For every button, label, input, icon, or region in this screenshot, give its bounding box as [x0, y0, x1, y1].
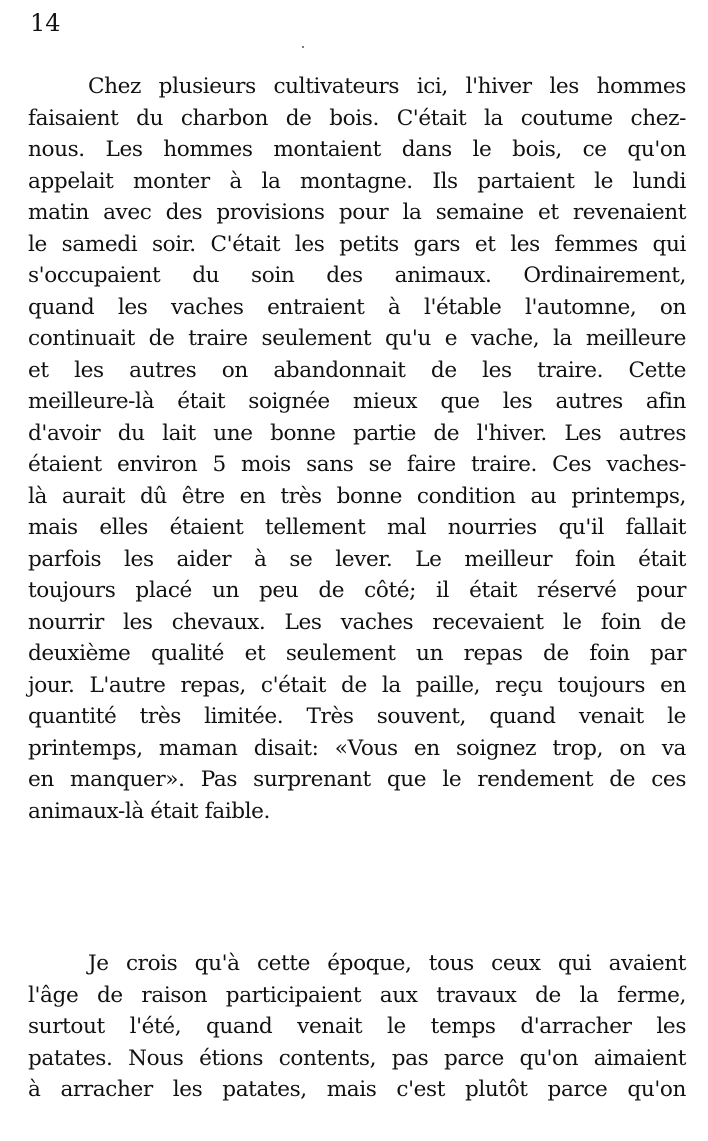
page-number: 14	[30, 9, 61, 37]
text-line: printemps, maman disait: «Vous en soignez trop, on va	[28, 735, 686, 761]
text-line: là aurait dû être en très bonne condition au printemps,	[28, 483, 686, 509]
text-line: nourrir les chevaux. Les vaches recevaient le foin de	[28, 609, 686, 635]
text-line: Je crois qu'à cette époque, tous ceux qui avaient	[88, 951, 686, 976]
text-line: étaient environ 5 mois sans se faire traire. Ces vaches-	[28, 452, 686, 477]
text-line: Chez plusieurs cultivateurs ici, l'hiver les hommes	[88, 74, 686, 99]
text-line: surtout l'été, quand venait le temps d'arracher les	[28, 1014, 686, 1039]
text-line: quantité très limitée. Très souvent, quand venait le	[28, 704, 686, 729]
text-line: en manquer». Pas surprenant que le rendement de ces	[28, 767, 686, 792]
text-line: faisaient du charbon de bois. C'était la coutume chez-	[28, 105, 686, 131]
text-line: toujours placé un peu de côté; il était réservé pour	[28, 578, 686, 603]
text-line: continuait de traire seulement qu'u e vache, la meilleure	[28, 326, 686, 351]
text-line: meilleure-là était soignée mieux que les autres afin	[28, 389, 686, 414]
text-line: à arracher les patates, mais c'est plutôt parce qu'on	[28, 1077, 686, 1102]
text-line: mais elles étaient tellement mal nourries qu'il fallait	[28, 515, 686, 540]
text-line: s'occupaient du soin des animaux. Ordinairement,	[28, 263, 686, 288]
text-line: matin avec des provisions pour la semaine et revenaient	[28, 200, 686, 225]
text-line: deuxième qualité et seulement un repas de foin par	[28, 641, 686, 666]
text-line: l'âge de raison participaient aux travaux de la ferme,	[28, 982, 686, 1008]
paragraph-2	[28, 948, 686, 1106]
text-line: quand les vaches entraient à l'étable l'automne, on	[28, 294, 686, 320]
text-line: d'avoir du lait une bonne partie de l'hiver. Les autres	[28, 420, 686, 446]
text-line: nous. Les hommes montaient dans le bois, ce qu'on	[28, 137, 686, 162]
text-line: patates. Nous étions contents, pas parce qu'on aimaient	[28, 1045, 686, 1071]
text-line: appelait monter à la montagne. Ils partaient le lundi	[28, 168, 686, 194]
text-line: jour. L'autre repas, c'était de la paille, reçu toujours en	[28, 672, 686, 698]
scan-speck	[302, 46, 304, 48]
text-line: parfois les aider à se lever. Le meilleur foin était	[28, 546, 686, 572]
paragraph-1	[28, 71, 686, 827]
text-line: et les autres on abandonnait de les traire. Cette	[28, 357, 686, 383]
text-line: le samedi soir. C'était les petits gars et les femmes qui	[28, 231, 686, 257]
text-line: animaux-là était faible.	[28, 798, 271, 824]
